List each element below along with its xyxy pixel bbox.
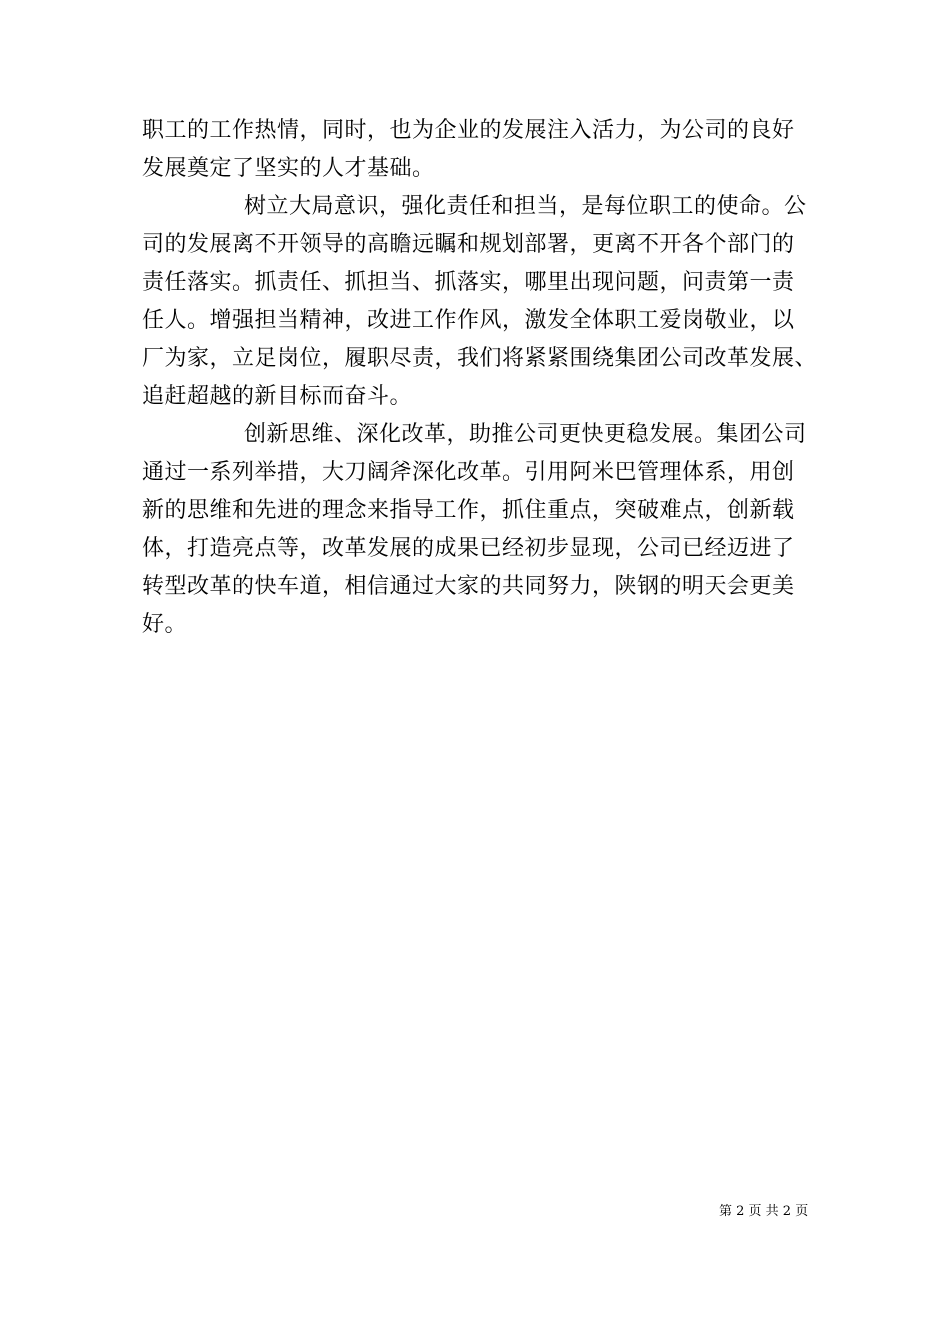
paragraph-line: 好。 (142, 612, 188, 637)
paragraph-line: 创新思维、深化改革，助推公司更快更稳发展。集团公司 (244, 422, 807, 447)
document-body (142, 112, 818, 644)
paragraph-line: 任人。增强担当精神，改进工作作风，激发全体职工爱岗敬业，以 (142, 308, 795, 333)
paragraph-line: 通过一系列举措，大刀阔斧深化改革。引用阿米巴管理体系，用创 (142, 460, 795, 485)
paragraph-line: 责任落实。抓责任、抓担当、抓落实，哪里出现问题，问责第一责 (142, 270, 795, 295)
page-number: 第 2 页 共 2 页 (719, 1204, 809, 1219)
paragraph-line: 新的思维和先进的理念来指导工作，抓住重点，突破难点，创新载 (142, 498, 795, 523)
paragraph (142, 188, 818, 416)
paragraph-line: 司的发展离不开领导的高瞻远瞩和规划部署，更离不开各个部门的 (142, 232, 795, 257)
paragraph-line: 追赶超越的新目标而奋斗。 (142, 384, 413, 409)
paragraph (142, 112, 808, 188)
paragraph-line: 树立大局意识，强化责任和担当，是每位职工的使命。公 (244, 194, 807, 219)
paragraph-line: 厂为家，立足岗位，履职尽责，我们将紧紧围绕集团公司改革发展、 (142, 346, 818, 371)
paragraph-line: 发展奠定了坚实的人才基础。 (142, 156, 435, 181)
paragraph (142, 416, 808, 644)
paragraph-line: 体，打造亮点等，改革发展的成果已经初步显现，公司已经迈进了 (142, 536, 795, 561)
paragraph-line: 转型改革的快车道，相信通过大家的共同努力，陕钢的明天会更美 (142, 574, 795, 599)
paragraph-line: 职工的工作热情，同时，也为企业的发展注入活力，为公司的良好 (142, 118, 795, 143)
